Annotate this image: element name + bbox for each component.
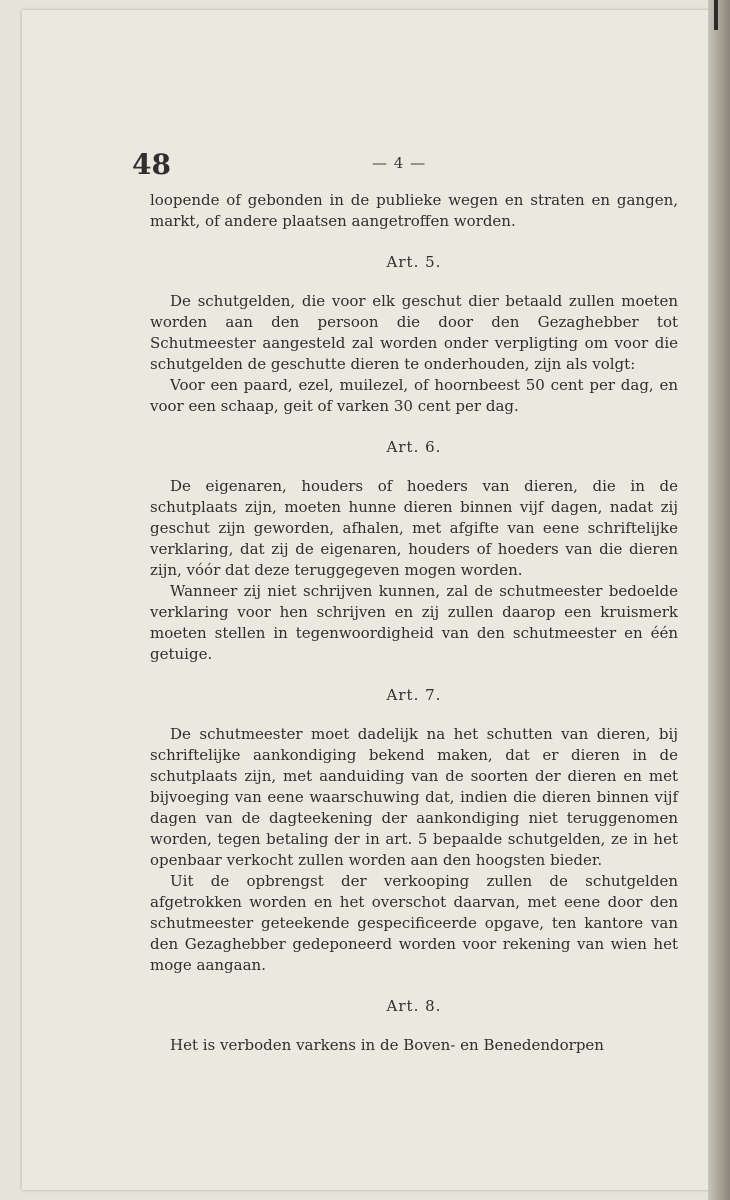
paragraph: Wanneer zij niet schrijven kunnen, zal de schutmeester bedoelde verklaring voor hen schrijven en zij zullen daarop een kruismerk moeten stellen in tegenwoordigheid van den schutmeester en één getuige. <box>150 582 678 663</box>
paragraph: De schutmeester moet dadelijk na het schutten van dieren, bij schriftelijke aankondiging bekend maken, dat er dieren in de schutplaats zijn, met aanduiding van de soorten der dieren en met bijvoeging van eene waarschuwing dat, indien die dieren binnen vijf dagen van de dagteekening der aankondiging niet teruggenomen worden, tegen betaling der in art. 5 bepaalde schutgelden, ze in het openbaar verkocht zullen worden aan den hoogsten bieder. <box>150 725 678 869</box>
paragraph: De schutgelden, die voor elk geschut dier betaald zullen moeten worden aan den persoon die door den Gezaghebber tot Schutmeester aangesteld zal worden onder verpligting om voor die schutgelden de geschutte dieren te onderhouden, zijn als volgt: <box>150 292 678 373</box>
paragraph: Uit de opbrengst der verkooping zullen de schutgelden afgetrokken worden en het overschot daarvan, met eene door den schutmeester geteekende gespecificeerde opgave, ten kantore van den Gezaghebber gedeponeerd worden voor rekening van wien het moge aangaan. <box>150 872 678 974</box>
page-edge <box>708 0 730 1200</box>
signature-mark: — 4 — <box>372 154 427 172</box>
paragraph: loopende of gebonden in de publieke wegen en straten en gangen, markt, of andere plaatsen aangetroffen worden. <box>150 191 678 230</box>
page-header <box>132 148 652 188</box>
body-text <box>150 190 678 1056</box>
paragraph: Voor een paard, ezel, muilezel, of hoornbeest 50 cent per dag, en voor een schaap, geit of varken 30 cent per dag. <box>150 376 678 415</box>
binding-mark <box>714 0 718 30</box>
article-heading: Art. 6. <box>386 438 442 456</box>
article-heading: Art. 5. <box>386 253 442 271</box>
article-heading: Art. 7. <box>386 686 442 704</box>
article-heading: Art. 8. <box>386 997 442 1015</box>
paragraph: De eigenaren, houders of hoeders van dieren, die in de schutplaats zijn, moeten hunne dieren binnen vijf dagen, nadat zij geschut zijn geworden, afhalen, met afgifte van eene schriftelijke verklaring, dat zij de eigenaren, houders of hoeders van die dieren zijn, vóór dat deze teruggegeven mogen worden. <box>150 477 678 579</box>
page-number: 48 <box>132 148 171 181</box>
paragraph: Het is verboden varkens in de Boven- en Benedendorpen <box>170 1036 604 1054</box>
